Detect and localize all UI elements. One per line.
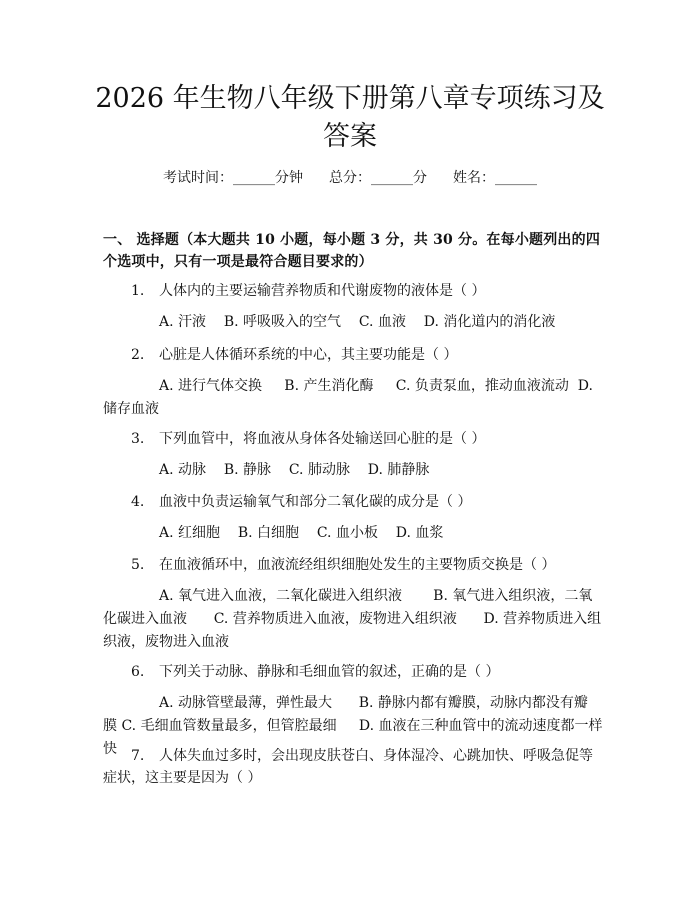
option: A. 氧气进入血液，二氧化碳进入组织液	[159, 588, 403, 604]
option: B. 产生消化酶	[284, 378, 374, 394]
question-stem	[103, 428, 603, 450]
question-text: 人体内的主要运输营养物质和代谢废物的液体是（ ）	[159, 283, 486, 299]
option: D. 营养物质进入组织液，废物进入血液	[103, 611, 602, 650]
question-stem	[103, 661, 603, 683]
question-text: 下列血管中，将血液从身体各处输送回心脏的是（ ）	[159, 431, 486, 447]
question-text: 下列关于动脉、静脉和毛细血管的叙述，正确的是（ ）	[159, 664, 500, 680]
question-number: 7.	[131, 748, 145, 764]
option: D. 储存血液	[103, 378, 598, 417]
exam-score-label: 总分：______分	[329, 170, 427, 186]
question-number: 5.	[131, 557, 145, 573]
question-text: 在血液循环中，血液流经组织细胞处发生的主要物质交换是（ ）	[159, 557, 556, 573]
section-heading: 一、 选择题（本大题共 10 小题，每小题 3 分，共 30 分。在每小题列出的四个选项中，只有一项是最符合题目要求的）	[103, 232, 601, 270]
question-options	[103, 311, 603, 334]
option: A. 动脉	[159, 462, 207, 478]
question-text: 人体失血过多时，会出现皮肤苍白、身体湿冷、心跳加快、呼吸急促等症状，这主要是因为（ ）	[103, 748, 593, 786]
exam-time-label: 考试时间：______分钟	[163, 170, 303, 186]
question-number: 4.	[131, 494, 145, 510]
question-text: 心脏是人体循环系统的中心，其主要功能是（ ）	[159, 347, 458, 363]
option: B. 静脉内都有瓣膜，动脉内都没有瓣膜	[103, 695, 588, 734]
question-options	[103, 375, 603, 421]
option: D. 血液在三种血管中的流动速度都一样快	[103, 718, 603, 757]
option: C. 肺动脉	[288, 462, 350, 478]
question-number: 2.	[131, 347, 145, 363]
option: A. 红细胞	[159, 525, 221, 541]
option: C. 毛细血管数量最多，但管腔最细	[121, 718, 337, 734]
option: D. 血浆	[395, 525, 444, 541]
option: A. 进行气体交换	[159, 378, 263, 394]
option: D. 消化道内的消化液	[423, 314, 556, 330]
question-stem	[103, 554, 603, 576]
option: C. 血液	[358, 314, 406, 330]
option: B. 白细胞	[237, 525, 300, 541]
question-stem	[103, 491, 603, 513]
option: C. 营养物质进入血液，废物进入组织液	[213, 611, 457, 627]
question-options	[103, 459, 603, 482]
option: A. 动脉管壁最薄，弹性最大	[159, 695, 333, 711]
question-text: 血液中负责运输氧气和部分二氧化碳的成分是（ ）	[159, 494, 472, 510]
option: C. 血小板	[316, 525, 378, 541]
question-number: 3.	[131, 431, 145, 447]
exam-info	[0, 168, 700, 188]
option: B. 静脉	[223, 462, 272, 478]
document-title: 2026 年生物八年级下册第八章专项练习及答案	[95, 83, 605, 152]
exam-name-label: 姓名：______	[453, 170, 537, 186]
question-options	[103, 522, 603, 545]
question-stem	[103, 344, 603, 366]
question-stem	[103, 280, 603, 302]
option: B. 氧气进入组织液，二氧化碳进入血液	[103, 588, 593, 627]
question-stem	[103, 745, 603, 789]
question-options	[103, 585, 603, 654]
option: C. 负责泵血，推动血液流动	[395, 378, 569, 394]
question-number: 1.	[131, 283, 145, 299]
question-number: 6.	[131, 664, 145, 680]
option: A. 汗液	[159, 314, 207, 330]
option: B. 呼吸吸入的空气	[223, 314, 342, 330]
option: D. 肺静脉	[367, 462, 430, 478]
